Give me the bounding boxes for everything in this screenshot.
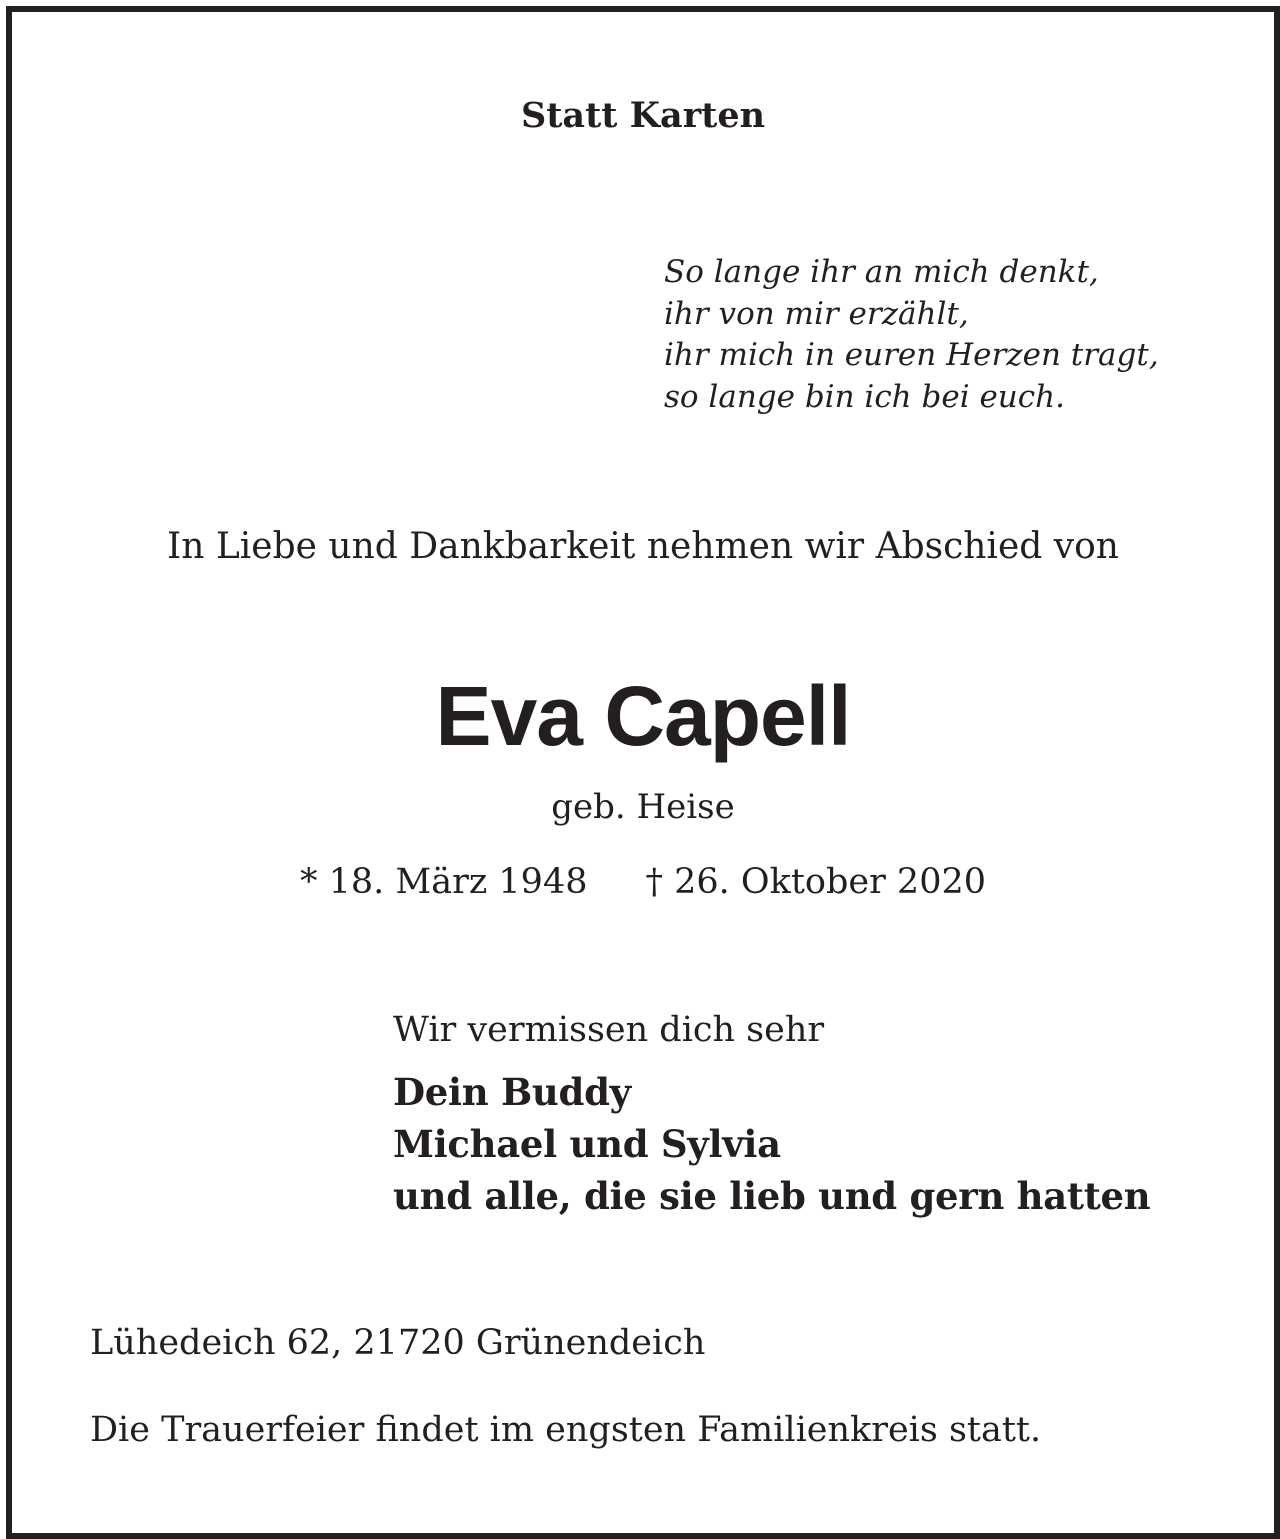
poem-line: So lange ihr an mich denkt, [664, 254, 1099, 290]
signer-line: und alle, die sie lieb und gern hatten [393, 1174, 1151, 1218]
poem-line: ihr von mir erzählt, [664, 295, 969, 332]
closing-line: Wir vermissen dich sehr [393, 1010, 825, 1050]
birth-date: * 18. März 1948 [300, 862, 588, 902]
deceased-name: Eva Capell [435, 669, 851, 763]
signers-block [393, 1066, 1150, 1222]
death-date: † 26. Oktober 2020 [645, 862, 986, 902]
signer-line: Michael und Sylvia [393, 1122, 781, 1166]
farewell-intro: In Liebe und Dankbarkeit nehmen wir Abschied von [167, 526, 1119, 567]
header-statt-karten: Statt Karten [520, 95, 766, 136]
family-address: Lühedeich 62, 21720 Grünendeich [90, 1323, 706, 1363]
life-dates [12, 859, 1274, 905]
funeral-note: Die Trauerfeier findet im engsten Familienkreis statt. [90, 1410, 1042, 1450]
obituary-notice [6, 6, 1280, 1539]
memorial-poem [664, 252, 1159, 418]
poem-line: so lange bin ich bei euch. [664, 378, 1065, 415]
maiden-name: geb. Heise [551, 787, 735, 827]
poem-line: ihr mich in euren Herzen tragt, [664, 337, 1159, 373]
signer-line: Dein Buddy [393, 1070, 631, 1114]
